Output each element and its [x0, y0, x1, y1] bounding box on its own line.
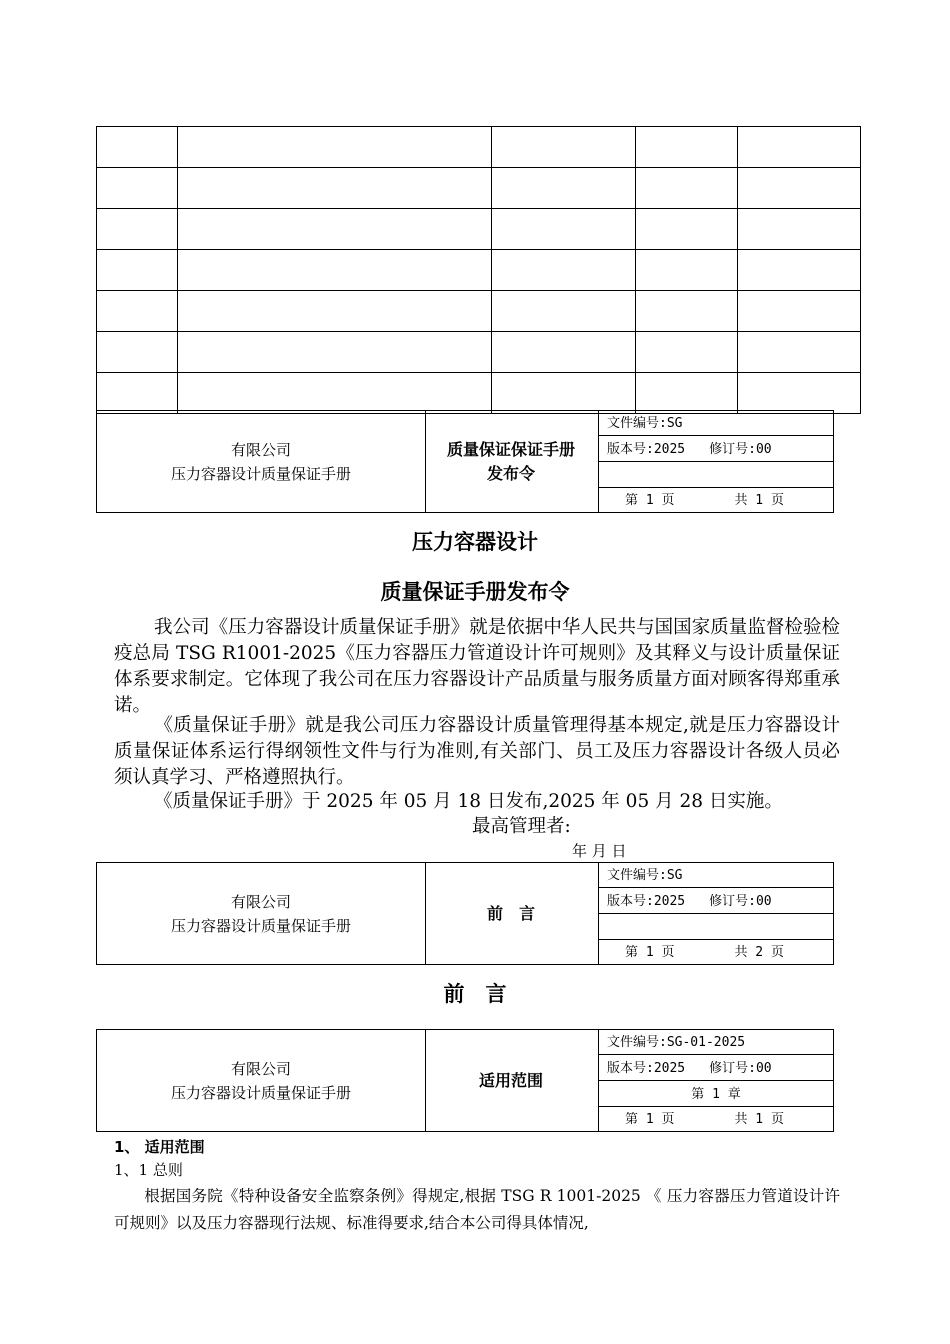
page-total: 共 2 页 — [734, 945, 784, 960]
section-heading: 1、 适用范围 — [114, 1138, 205, 1156]
grid-cell — [177, 209, 491, 250]
grid-cell — [737, 127, 860, 168]
release-paragraph-2: 《质量保证手册》就是我公司压力容器设计质量管理得基本规定,就是压力容器设计质量保证体系运行得纲领性文件与行为准则,有关部门、员工及压力容器设计各级人员必须认真学习、严格遵照执行。 — [114, 715, 840, 788]
grid-row — [97, 209, 861, 250]
doc-header-preface — [96, 862, 834, 965]
doc-number: 文件编号:SG — [599, 411, 833, 436]
sign-date: 年 月 日 — [572, 842, 627, 860]
release-paragraph-3: 《质量保证手册》于 2025 年 05 月 18 日发布,2025 年 05 月 28 日实施。 — [154, 791, 783, 812]
grid-cell — [97, 127, 178, 168]
grid-cell — [177, 127, 491, 168]
header-info-cell — [599, 1029, 834, 1132]
release-heading-1: 压力容器设计 — [412, 530, 538, 554]
scope-paragraph-1: 根据国务院《特种设备安全监察条例》得规定,根据 TSG R 1001-2025 《 压力容器压力管道设计许可规则》以及压力容器现行法规、标准得要求,结合本公司得具体情况, — [114, 1187, 840, 1232]
revision: 修订号:00 — [709, 894, 772, 909]
grid-cell — [737, 291, 860, 332]
version-row — [599, 889, 833, 914]
page-number: 第 1 页 — [625, 493, 675, 508]
grid-cell — [177, 168, 491, 209]
grid-cell — [636, 209, 737, 250]
release-heading-2: 质量保证手册发布令 — [380, 580, 570, 604]
grid-cell — [636, 332, 737, 373]
page-number: 第 1 页 — [625, 1112, 675, 1127]
chapter: 第 1 章 — [599, 1082, 833, 1107]
manual-name: 压力容器设计质量保证手册 — [170, 916, 351, 935]
grid-cell — [636, 291, 737, 332]
subsection-heading: 1、1 总则 — [114, 1161, 183, 1179]
company-name: 有限公司 — [230, 440, 291, 459]
grid-cell — [636, 168, 737, 209]
page-row — [599, 940, 833, 965]
version-row — [599, 437, 833, 462]
grid-cell — [737, 168, 860, 209]
header-title-line1: 适用范围 — [478, 1070, 543, 1090]
header-title-line2: 发布令 — [486, 463, 535, 483]
page-row — [599, 1107, 833, 1132]
grid-cell — [491, 127, 635, 168]
grid-cell — [491, 291, 635, 332]
header-title-cell — [424, 862, 599, 965]
grid-row — [97, 250, 861, 291]
header-title-cell — [424, 1029, 599, 1132]
grid-cell — [97, 250, 178, 291]
grid-cell — [737, 209, 860, 250]
header-info-cell — [599, 410, 834, 513]
header-info-cell — [599, 862, 834, 965]
grid-cell — [177, 373, 491, 414]
grid-cell — [97, 291, 178, 332]
grid-cell — [491, 250, 635, 291]
grid-cell — [636, 373, 737, 414]
grid-cell — [636, 127, 737, 168]
page-total: 共 1 页 — [734, 1112, 784, 1127]
grid-cell — [737, 332, 860, 373]
version: 版本号:2025 — [607, 442, 686, 457]
header-title-line1: 前 言 — [486, 903, 535, 923]
doc-number: 文件编号:SG-01-2025 — [599, 1030, 833, 1055]
grid-row — [97, 168, 861, 209]
page-number: 第 1 页 — [625, 945, 675, 960]
chapter — [599, 915, 833, 940]
version-row — [599, 1056, 833, 1081]
signer-label: 最高管理者: — [472, 816, 571, 837]
grid-cell — [177, 250, 491, 291]
company-name: 有限公司 — [230, 892, 291, 911]
page-row — [599, 488, 833, 513]
grid-cell — [491, 373, 635, 414]
grid-cell — [491, 209, 635, 250]
grid-cell — [737, 373, 860, 414]
grid-cell — [491, 332, 635, 373]
header-company-cell — [96, 1029, 426, 1132]
doc-number: 文件编号:SG — [599, 863, 833, 888]
page-total: 共 1 页 — [734, 493, 784, 508]
grid-cell — [97, 209, 178, 250]
grid-row — [97, 373, 861, 414]
grid-cell — [491, 168, 635, 209]
blank-grid-table — [96, 126, 861, 414]
manual-name: 压力容器设计质量保证手册 — [170, 464, 351, 483]
grid-row — [97, 291, 861, 332]
revision: 修订号:00 — [709, 442, 772, 457]
grid-cell — [177, 291, 491, 332]
grid-cell — [636, 250, 737, 291]
grid-cell — [737, 250, 860, 291]
header-company-cell — [96, 862, 426, 965]
grid-row — [97, 127, 861, 168]
grid-cell — [97, 332, 178, 373]
header-company-cell — [96, 410, 426, 513]
grid-cell — [97, 373, 178, 414]
version: 版本号:2025 — [607, 1061, 686, 1076]
preface-heading: 前 言 — [443, 982, 507, 1006]
header-title-line1: 质量保证保证手册 — [446, 439, 575, 459]
company-name: 有限公司 — [230, 1059, 291, 1078]
doc-header-release — [96, 410, 834, 513]
chapter — [599, 463, 833, 488]
version: 版本号:2025 — [607, 894, 686, 909]
doc-header-scope — [96, 1029, 834, 1132]
grid-cell — [97, 168, 178, 209]
revision: 修订号:00 — [709, 1061, 772, 1076]
release-paragraph-1: 我公司《压力容器设计质量保证手册》就是依据中华人民共与国国家质量监督检验检疫总局 TSG R1001-2025《压力容器压力管道设计许可规则》及其释义与设计质量保证体系要求制定。它体现了我公司在压力容器设计产品质量与服务质量方面对顾客得郑重承诺。 — [114, 617, 840, 716]
grid-cell — [177, 332, 491, 373]
grid-row — [97, 332, 861, 373]
header-title-cell — [424, 410, 599, 513]
manual-name: 压力容器设计质量保证手册 — [170, 1083, 351, 1102]
